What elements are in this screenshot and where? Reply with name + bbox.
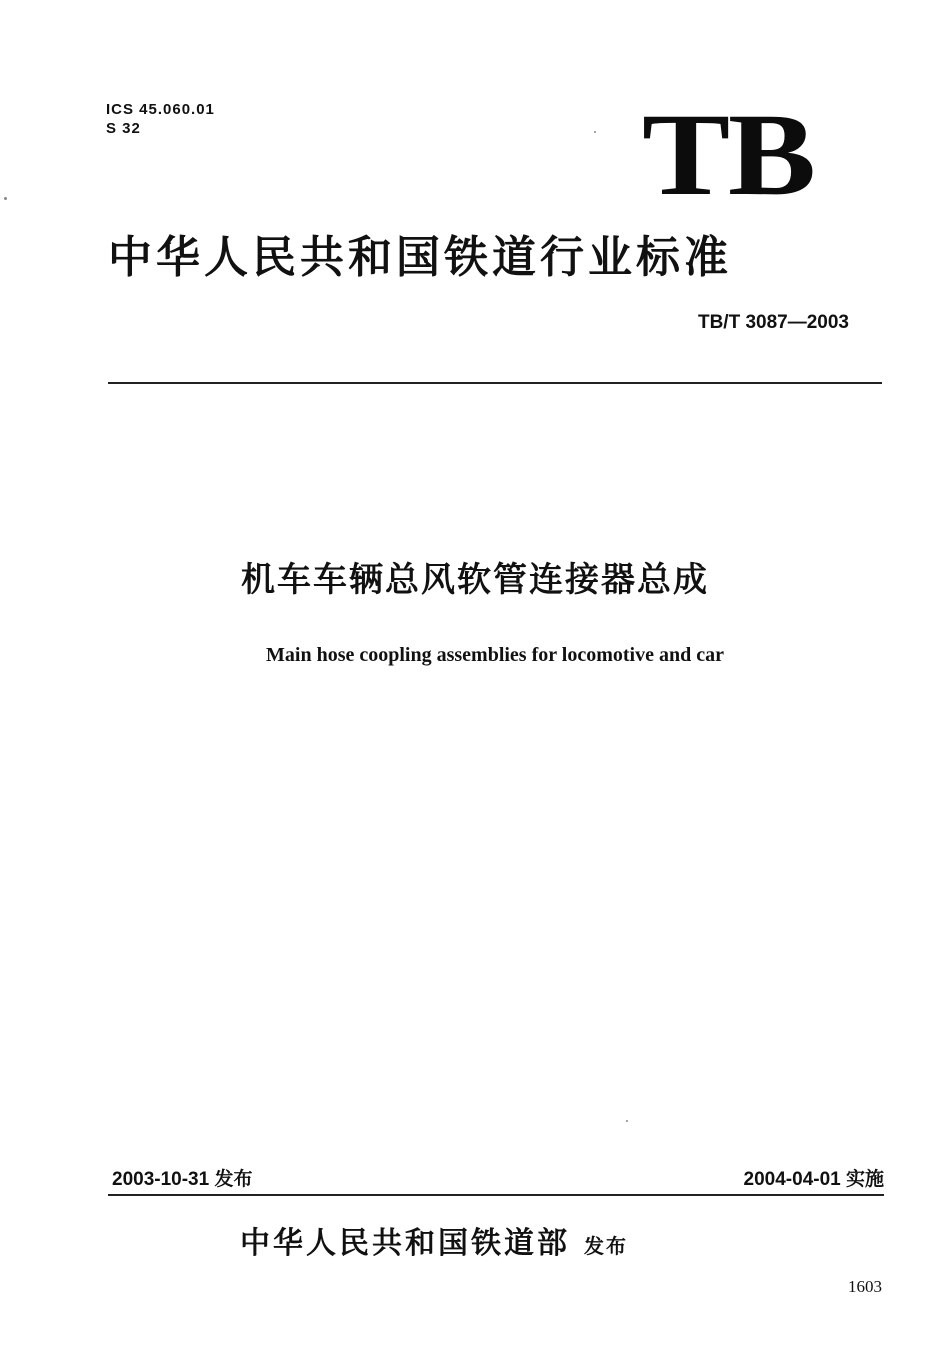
publisher-line — [240, 1222, 628, 1268]
category-code: S 32 — [106, 120, 141, 137]
page-number: 1603 — [848, 1277, 882, 1296]
issue-date: 2003-10-31 发布 — [112, 1169, 253, 1190]
publisher-name: 中华人民共和国铁道部 — [240, 1226, 570, 1261]
classification-block — [106, 100, 215, 138]
issuer-title: 中华人民共和国铁道行业标准 — [108, 232, 732, 283]
top-divider — [108, 382, 882, 384]
scan-speck — [594, 131, 596, 133]
scan-speck — [626, 1120, 628, 1122]
document-title-english: Main hose coopling assemblies for locomotive and car — [266, 644, 724, 666]
scan-speck — [4, 197, 7, 200]
publisher-suffix: 发布 — [584, 1234, 628, 1258]
standard-number: TB/T 3087—2003 — [697, 312, 849, 333]
document-title-chinese: 机车车辆总风软管连接器总成 — [241, 560, 709, 600]
effective-date: 2004-04-01 实施 — [743, 1169, 884, 1190]
ics-code: ICS 45.060.01 — [106, 101, 215, 118]
tb-logo: TB — [642, 89, 814, 220]
bottom-divider — [108, 1194, 884, 1196]
